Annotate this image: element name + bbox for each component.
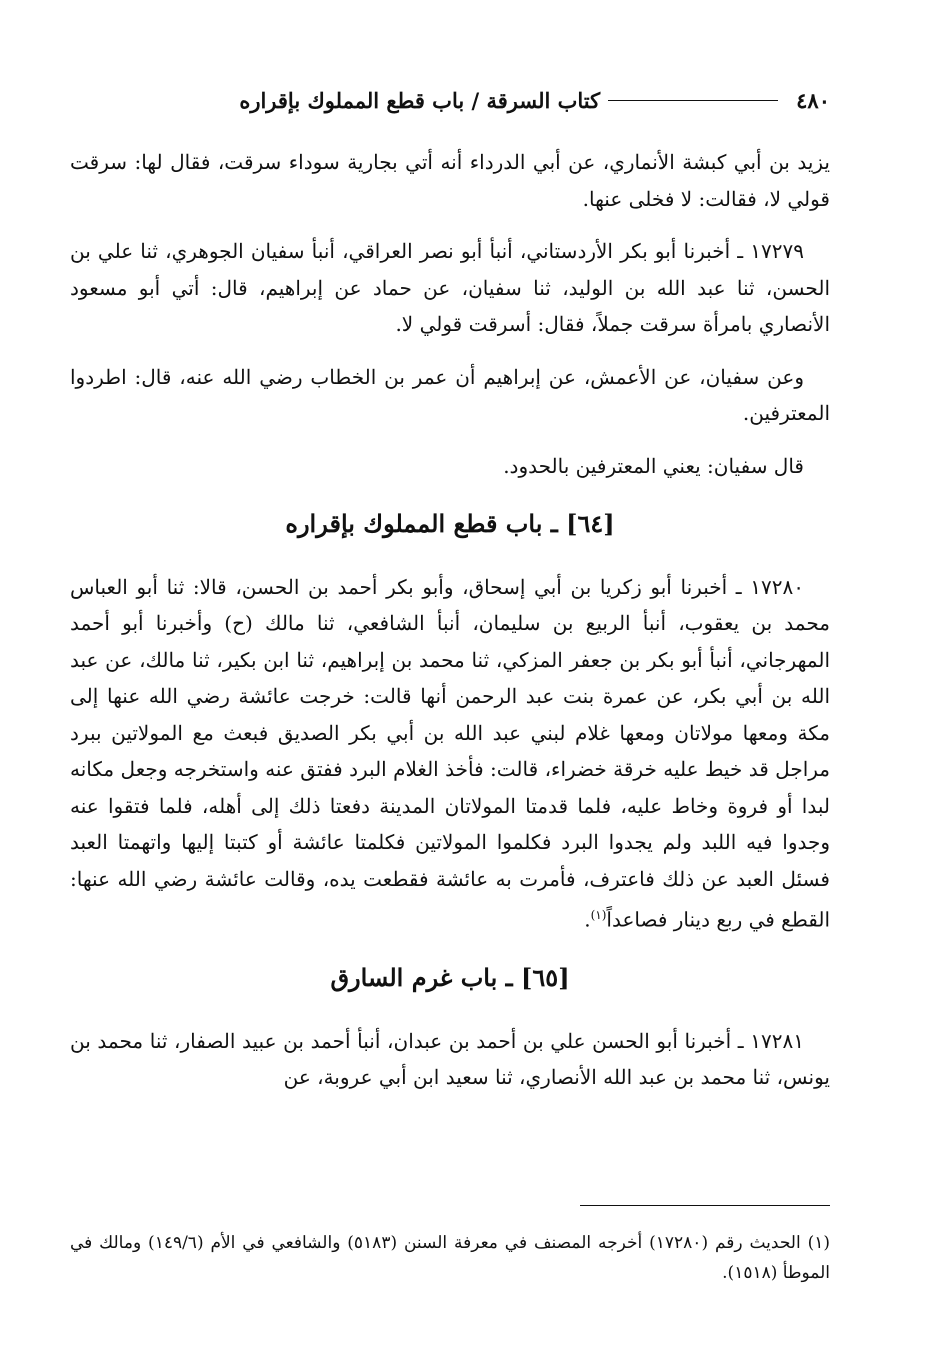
footnotes [70,1205,830,1305]
footnote-1: (١) الحديث رقم (١٧٢٨٠) أخرجه المصنف في معرفة السنن (٥١٨٣) والشافعي في الأم (١٤٩/٦) ومالك في الموطأ (١٥١٨). [70,1233,830,1283]
footnote-rule [580,1205,830,1206]
chapter-heading-65: [٦٥] ـ باب غرم السارق [330,963,570,993]
paragraph: وعن سفيان، عن الأعمش، عن إبراهيم أن عمر بن الخطاب رضي الله عنه، قال: اطردوا المعترفين. [70,364,830,425]
main-text [70,144,830,1096]
book-page [70,80,830,1300]
paragraph: يزيد بن أبي كبشة الأنماري، عن أبي الدرداء أنه أتي بجارية سوداء سرقت، فقال لها: سرقت قولي لا، فقالت: لا فخلى عنها. [70,150,830,211]
page-number: ٤٨٠ [796,87,830,113]
hadith-17281: ١٧٢٨١ ـ أخبرنا أبو الحسن علي بن أحمد بن عبدان، أنبأ أحمد بن عبيد الصفار، ثنا محمد بن يونس، ثنا محمد بن عبد الله الأنصاري، ثنا سعيد ابن أبي عروبة، عن [70,1028,830,1090]
running-header [70,80,830,120]
paragraph: قال سفيان: يعني المعترفين بالحدود. [503,453,804,478]
running-title: كتاب السرقة / باب قطع المملوك بإقراره [239,87,601,113]
header-rule [608,100,778,101]
hadith-17280: ١٧٢٨٠ ـ أخبرنا أبو زكريا بن أبي إسحاق، وأبو بكر أحمد بن الحسن، قالا: ثنا أبو العباس محمد بن يعقوب، أنبأ الربيع بن سليمان، أنبأ الشافعي، ثنا مالك (ح) وأخبرنا أبو أحمد المهرجاني، أنبأ أبو بكر بن جعفر المزكي، ثنا محمد بن إبراهيم، ثنا ابن بكير، ثنا مالك، عن عبد الله بن أبي بكر، عن عمرة بنت عبد الرحمن أنها قالت: خرجت عائشة رضي الله عنها إلى مكة ومعها مولاتان ومعها غلام لبني عبد الله بن أبي بكر الصديق فبعث مع المولاتين ببرد مراجل قد خيط عليه خرقة خضراء، قالت: فأخذ الغلام البرد ففتق عنه واستخرجه وجعل مكانه لبدا أو فروة وخاط عليه، فلما قدمتا المولاتان المدينة دفعتا ذلك إلى أهله، فلما فتقوا عنه وجدوا فيه اللبد ولم يجدوا البرد فكلموا المولاتين فكلمتا عائشة أو كتبتا إليها واتهمتا العبد فسئل العبد عن ذلك فاعترف، فأمرت به عائشة فقطعت يده، وقالت عائشة رضي الله عنها: القطع في ربع دينار فصاعداً$^{(١)}$. [70,574,830,932]
hadith-text: ١٧٢٨٠ ـ أخبرنا أبو زكريا بن أبي إسحاق، وأبو بكر أحمد بن الحسن، قالا: ثنا أبو العباس محمد بن يعقوب، أنبأ الربيع بن سليمان، أنبأ الشافعي، ثنا مالك (ح) وأخبرنا أبو أحمد المهرجاني، أنبأ أبو بكر بن جعفر المزكي، ثنا محمد بن إبراهيم، ثنا ابن بكير، ثنا مالك، عن عبد الله بن أبي بكر، عن عمرة بنت عبد الرحمن أنها قالت: خرجت عائشة رضي الله عنها إلى مكة ومعها مولاتان ومعها غلام لبني عبد الله بن أبي بكر الصديق فبعث مع المولاتين ببرد مراجل قد خيط عليه خرقة خضراء، قالت: فأخذ الغلام البرد ففتق عنه واستخرجه وجعل مكانه لبدا أو فروة وخاط عليه، فلما قدمتا المولاتان المدينة دفعتا ذلك إلى أهله، فلما فتقوا عنه وجدوا فيه اللبد ولم يجدوا البرد فكلموا المولاتين فكلمتا عائشة أو كتبتا إليها واتهمتا العبد فسئل العبد عن ذلك فاعترف، فأمرت به عائشة فقطعت يده، وقالت عائشة رضي الله عنها: القطع في ربع دينار فصاعداً [70,574,830,932]
hadith-17279: ١٧٢٧٩ ـ أخبرنا أبو بكر الأردستاني، أنبأ أبو نصر العراقي، أنبأ سفيان الجوهري، ثنا علي بن الحسن، ثنا عبد الله بن الوليد، ثنا سفيان، عن حماد عن إبراهيم، قال: أتي أبو مسعود الأنصاري بامرأة سرقت جملاً، فقال: أسرقت قولي لا. [70,239,830,336]
footnote-marker: (١) [590,908,607,922]
chapter-heading-64: [٦٤] ـ باب قطع المملوك بإقراره [285,509,615,538]
